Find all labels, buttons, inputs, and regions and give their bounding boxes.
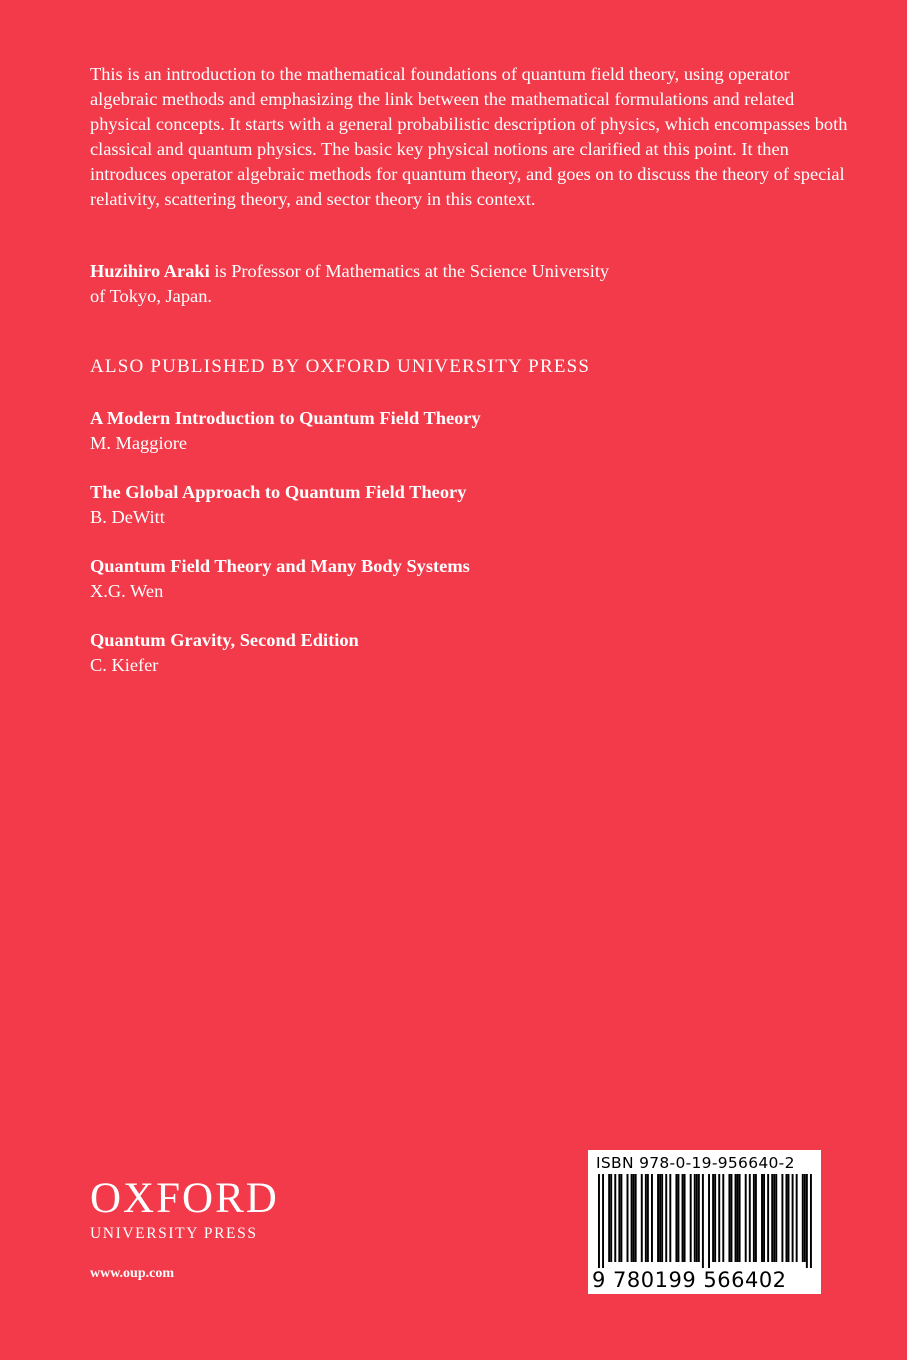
barcode-bar	[651, 1174, 653, 1262]
book-author: B. DeWitt	[90, 507, 165, 527]
barcode-bar	[788, 1174, 790, 1262]
barcode-bar	[810, 1174, 812, 1268]
barcode-bar	[718, 1174, 720, 1262]
barcode-bar	[712, 1174, 714, 1262]
barcode-bar	[669, 1174, 671, 1262]
isbn-barcode	[588, 1150, 821, 1294]
publisher-url[interactable]: www.oup.com	[90, 1266, 175, 1281]
barcode-bar	[696, 1174, 698, 1262]
barcode-bar	[631, 1174, 633, 1262]
barcode-bar	[735, 1174, 737, 1262]
barcode-bar	[684, 1174, 686, 1262]
also-published-heading: ALSO PUBLISHED BY OXFORD UNIVERSITY PRESS	[90, 356, 591, 377]
author-bio-line1: is Professor of Mathematics at the Science University	[214, 261, 610, 281]
barcode-bar	[806, 1174, 808, 1268]
barcode-bar	[761, 1174, 763, 1262]
book-title: A Modern Introduction to Quantum Field Theory	[90, 408, 481, 428]
barcode-bar	[728, 1174, 730, 1262]
barcode-bar	[661, 1174, 663, 1262]
book-title: The Global Approach to Quantum Field Theory	[90, 482, 467, 502]
barcode-bar	[804, 1174, 806, 1262]
book-title: Quantum Gravity, Second Edition	[90, 630, 359, 650]
barcode-bar	[802, 1174, 804, 1262]
publisher-name: OXFORD	[90, 1175, 279, 1222]
barcode-bar	[792, 1174, 794, 1262]
barcode-bar	[786, 1174, 788, 1262]
publisher-subtitle: UNIVERSITY PRESS	[90, 1225, 258, 1242]
barcode-bar	[694, 1174, 696, 1262]
barcode-bar	[675, 1174, 677, 1262]
book-entry	[90, 554, 790, 604]
barcode-digits: 9 780199 566402	[592, 1268, 787, 1292]
barcode-bar	[645, 1174, 647, 1262]
barcode-bar	[641, 1174, 643, 1262]
author-bio	[90, 259, 790, 309]
author-bio-line2: of Tokyo, Japan.	[90, 286, 212, 306]
barcode-bar	[714, 1174, 716, 1262]
barcode-bar	[796, 1174, 798, 1262]
barcode-bar	[730, 1174, 732, 1262]
barcode-bar	[608, 1174, 610, 1262]
barcode-bar	[739, 1174, 741, 1262]
book-entry	[90, 628, 790, 678]
barcode-bar	[657, 1174, 659, 1262]
barcode-bar	[627, 1174, 629, 1262]
barcode-bar	[749, 1174, 751, 1262]
barcode-bar	[698, 1174, 700, 1262]
barcode-bar	[702, 1174, 704, 1268]
barcode-bar	[610, 1174, 612, 1262]
barcode-bar	[635, 1174, 637, 1262]
book-author: X.G. Wen	[90, 581, 164, 601]
barcode-bar	[763, 1174, 765, 1262]
barcode-bar	[737, 1174, 739, 1262]
book-author: C. Kiefer	[90, 655, 159, 675]
barcode-bar	[745, 1174, 747, 1262]
barcode-bar	[781, 1174, 783, 1262]
barcode-bar	[722, 1174, 724, 1262]
barcode-bar	[614, 1174, 616, 1262]
barcode-bar	[677, 1174, 679, 1262]
book-entry	[90, 406, 790, 456]
book-author: M. Maggiore	[90, 433, 188, 453]
book-entry	[90, 480, 790, 530]
book-description: This is an introduction to the mathematical foundations of quantum field theory, using operator algebraic methods and emphasizing the link between the mathematical formulations and related physical concepts. It starts with a general probabilistic description of physics, which encompasses both classical and quantum physics. The basic key physical notions are clarified at this point. It then introduces operator algebraic methods for quantum theory, and goes on to discuss the theory of special relativity, scattering theory, and sector theory in this context.	[90, 64, 848, 209]
barcode-bar	[602, 1174, 604, 1268]
barcode-bar	[690, 1174, 692, 1262]
author-name: Huzihiro Araki	[90, 261, 210, 281]
barcode-bar	[618, 1174, 620, 1262]
barcode-bar	[659, 1174, 661, 1262]
barcode-bar	[775, 1174, 777, 1262]
barcode-bar	[708, 1174, 710, 1268]
barcode-bars-icon	[598, 1174, 812, 1268]
barcode-bar	[633, 1174, 635, 1262]
oxford-logo	[90, 1176, 279, 1244]
barcode-bar	[598, 1174, 600, 1268]
barcode-bar	[755, 1174, 757, 1262]
isbn-label: ISBN 978-0-19-956640-2	[596, 1154, 795, 1172]
barcode-bar	[682, 1174, 684, 1262]
book-title: Quantum Field Theory and Many Body Systems	[90, 556, 470, 576]
barcode-bar	[773, 1174, 775, 1262]
barcode-bar	[665, 1174, 667, 1262]
barcode-bar	[771, 1174, 773, 1262]
barcode-bar	[647, 1174, 649, 1262]
barcode-bar	[753, 1174, 755, 1262]
barcode-bar	[767, 1174, 769, 1262]
barcode-bar	[620, 1174, 622, 1262]
